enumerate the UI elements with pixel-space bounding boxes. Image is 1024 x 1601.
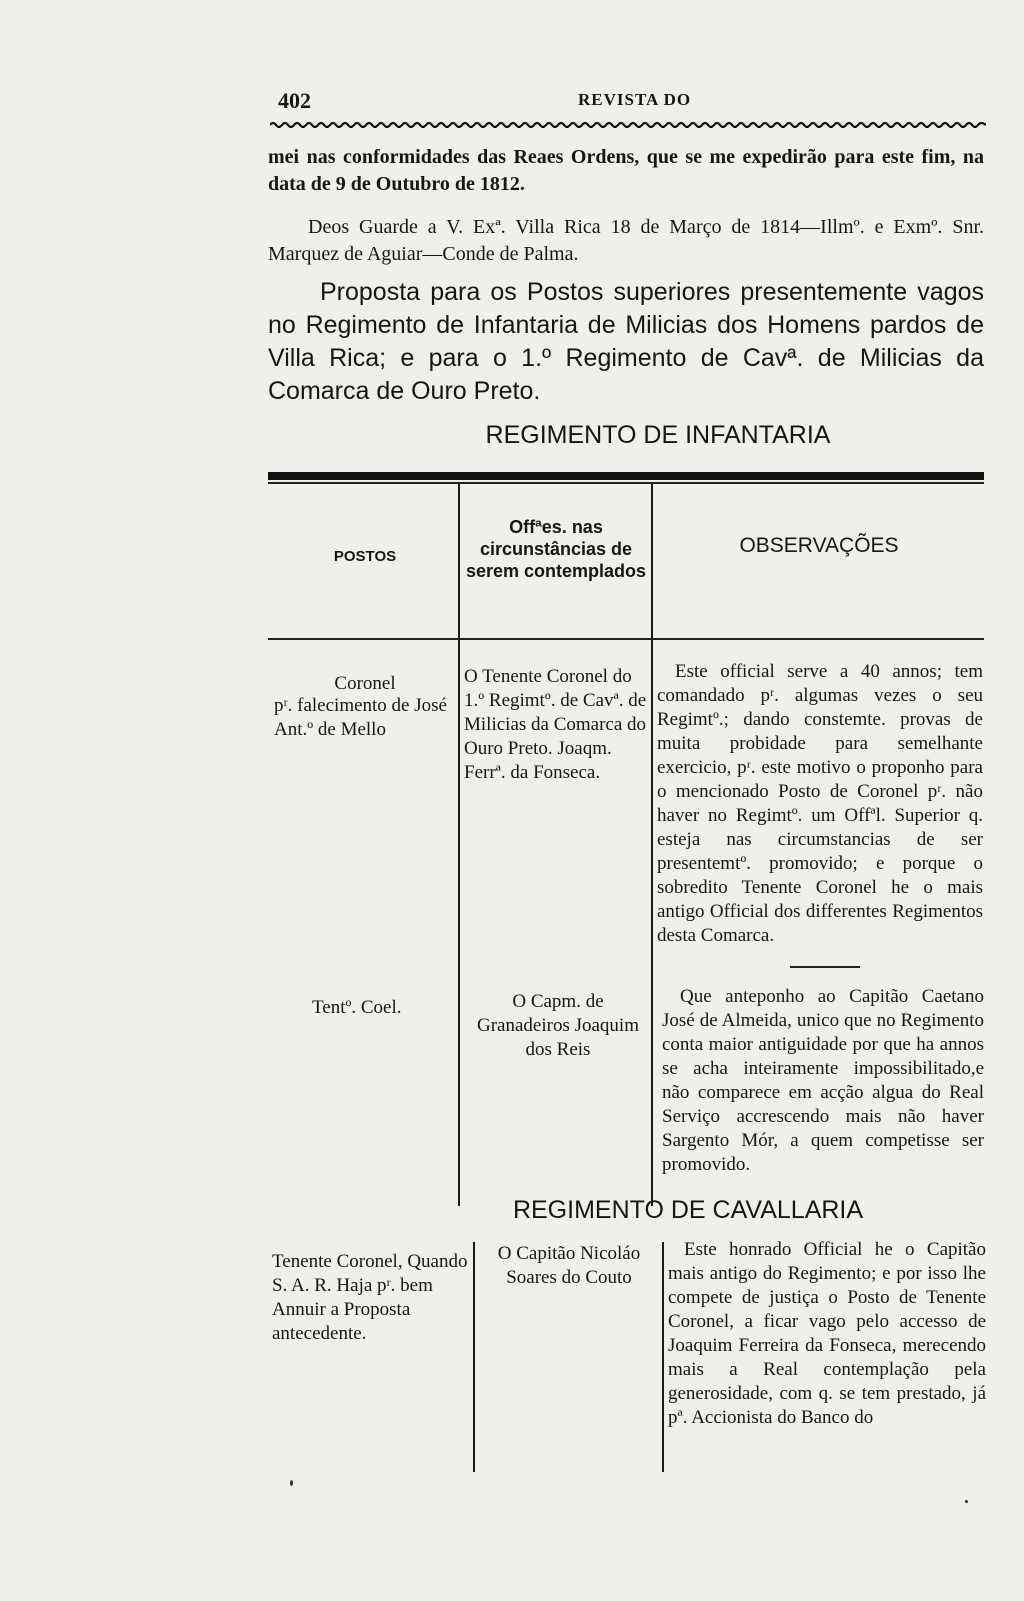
print-speck	[965, 1500, 968, 1503]
column-header-officiaes: Offªes. nas circunstâncias de serem contemplados	[465, 517, 647, 581]
running-title: REVISTA DO	[578, 90, 692, 109]
column-divider-4	[662, 1242, 664, 1472]
column-divider-1	[458, 484, 460, 1206]
table-header-rule	[268, 638, 984, 640]
proposal-paragraph: Proposta para os Postos superiores presentemente vagos no Regimento de Infantaria de Milicias dos Homens pardos de Villa Rica; e para o 1.º Regimento de Cavª. de Milicias da Comarca de Ouro Preto.	[268, 278, 984, 405]
row-2-official: O Capm. de Granadeiros Joaquim dos Reis	[477, 991, 639, 1060]
section-title-infantaria: REGIMENTO DE INFANTARIA	[485, 421, 831, 449]
print-speck	[290, 1480, 293, 1486]
page-header	[278, 88, 984, 118]
table-top-thin-rule	[268, 482, 984, 484]
paragraph-1: mei nas conformidades das Reaes Ordens, que se me expedirão para este fim, na data de 9 de Outubro de 1812.	[268, 146, 984, 195]
row-2-observacao: Que anteponho ao Capitão Caetano José de Almeida, unico que no Regimento conta maior antiguidade por que ha annos se acha inteiramente impossibilitado,e não comparece em acção algua do Real Serviço accrescendo mais não haver Sargento Mór, a quem competisse ser promovido.	[662, 986, 984, 1175]
row-3-posto: Tenente Coronel, Quando S. A. R. Haja pʳ. bem Annuir a Proposta antecedente.	[272, 1251, 468, 1344]
column-divider-3	[473, 1242, 475, 1472]
row-1-official: O Tenente Coronel do 1.º Regimtº. de Cavª. de Milicias da Comarca do Ouro Preto. Joaqm. Ferrª. da Fonseca.	[464, 666, 647, 783]
column-header-postos: POSTOS	[333, 548, 397, 565]
row-1-posto-title: Coronel	[334, 673, 396, 694]
wavy-header-rule	[270, 120, 986, 130]
row-divider-1	[790, 966, 860, 968]
column-header-observacoes: OBSERVAÇÕES	[739, 534, 899, 557]
row-1-observacao: Este official serve a 40 annos; tem comandado pʳ. algumas vezes o seu Regimtº.; dando constemte. provas de muita probidade para semelhante exercicio, pʳ. este motivo o proponho para o mencionado Posto de Coronel pʳ. não haver no Regimtº. um Offªl. Superior q. esteja nas circumstancias de ser presentemtº. promovido; e porque o sobredito Tenente Coronel he o mais antigo Official dos differentes Regimentos desta Comarca.	[657, 661, 983, 946]
row-2-posto-title: Tentº. Coel.	[312, 997, 402, 1018]
page-number: 402	[278, 88, 311, 113]
paragraph-2: Deos Guarde a V. Exª. Villa Rica 18 de Março de 1814—Illmº. e Exmº. Snr. Marquez de Aguiar—Conde de Palma.	[268, 216, 984, 265]
table-top-thick-rule	[268, 472, 984, 480]
row-1-posto-detail: pʳ. falecimento de José Ant.º de Mello	[274, 695, 447, 740]
row-3-observacao: Este honrado Official he o Capitão mais antigo do Regimento; e por isso lhe compete de justiça o Posto de Tenente Coronel, a ficar vago pelo accesso de Joaquim Ferreira da Fonseca, merecendo mais a Real contemplação pela generosidade, com q. se tem prestado, já pª. Accionista do Banco do	[668, 1239, 986, 1428]
column-divider-2	[651, 484, 653, 1206]
row-3-official: O Capitão Nicoláo Soares do Couto	[497, 1243, 641, 1288]
section-title-cavallaria: REGIMENTO DE CAVALLARIA	[512, 1196, 864, 1224]
